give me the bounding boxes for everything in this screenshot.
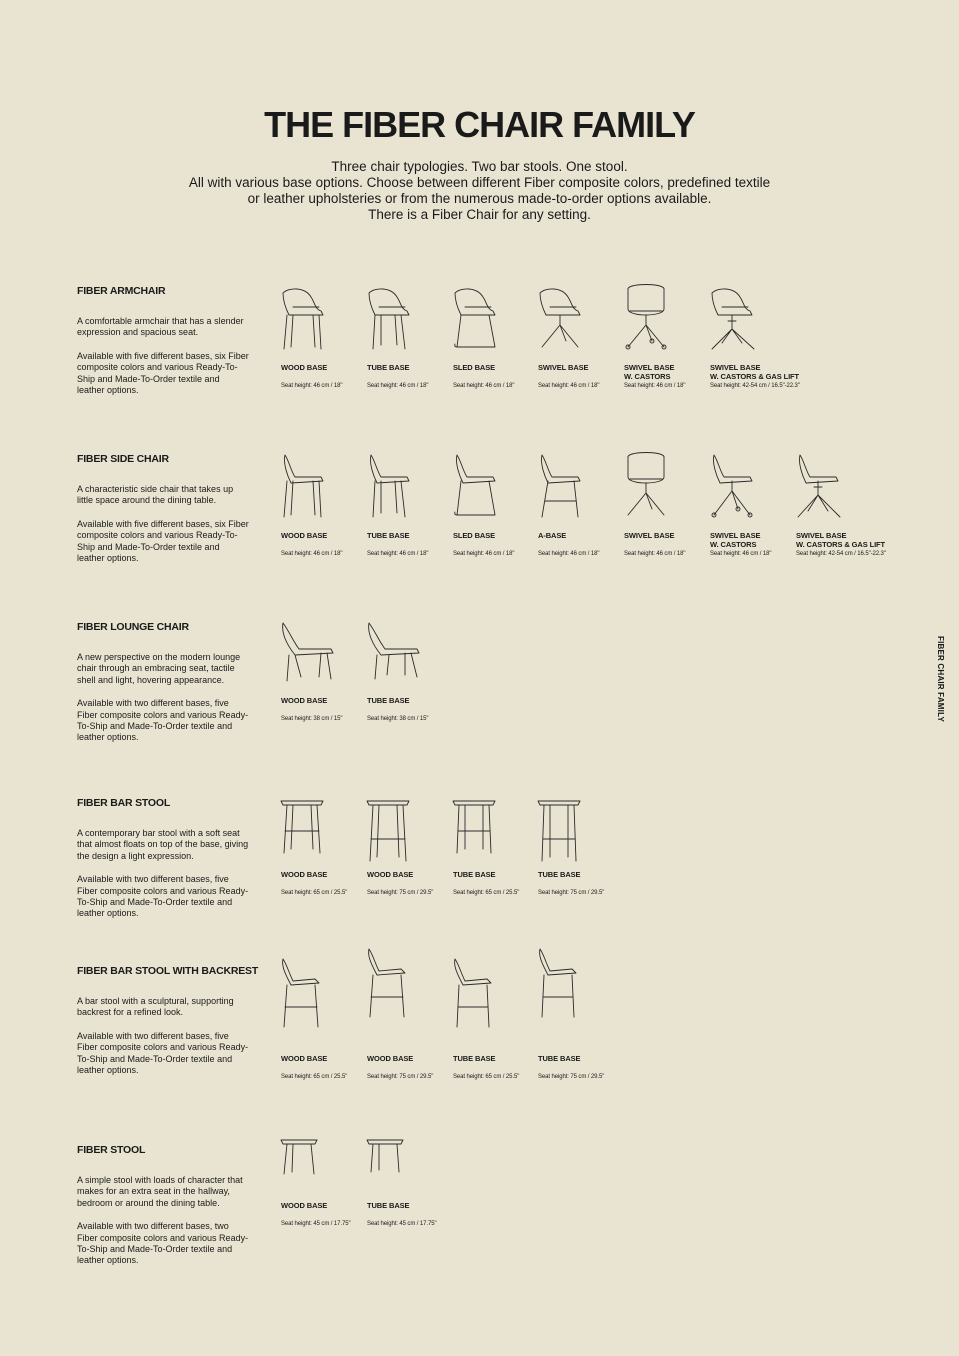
variant-seat-height: Seat height: 65 cm / 25.5" (281, 890, 348, 896)
section-fiber-bar-stool-with-backrest (77, 965, 937, 1115)
variant-seat-height: Seat height: 75 cm / 29.5" (538, 1074, 605, 1080)
section-availability: Available with two different bases, five Fiber composite colors and various Ready-To-Ship and Made-To-Order textile and leather options. (77, 874, 249, 919)
section-info (77, 1144, 249, 1279)
armchair-swivel-base-icon (536, 285, 596, 355)
variant-seat-height: Seat height: 46 cm / 18" (538, 551, 600, 557)
variant-seat-height: Seat height: 46 cm / 18" (281, 383, 343, 389)
bar-stool-wood-75-icon (365, 797, 425, 867)
variant-seat-height: Seat height: 45 cm / 17.75" (367, 1221, 437, 1227)
variant-label: TUBE BASE (538, 1054, 581, 1063)
variant-label: TUBE BASE (367, 1201, 410, 1210)
page-title: THE FIBER CHAIR FAMILY (264, 104, 695, 145)
side-chair-a-base-icon (536, 453, 596, 523)
variant-seat-height: Seat height: 46 cm / 18" (367, 383, 429, 389)
variant-label: WOOD BASE (281, 1054, 328, 1063)
stool-wood-base-icon (279, 1136, 339, 1206)
section-availability: Available with five different bases, six Fiber composite colors and various Ready-To-Ship and Made-To-Order textile and leather options. (77, 518, 249, 564)
variant-label: WOOD BASE (367, 1054, 414, 1063)
variant-seat-height: Seat height: 45 cm / 17.75" (281, 1221, 351, 1227)
stool-tube-base-icon (365, 1136, 425, 1206)
section-title: FIBER BAR STOOL WITH BACKREST (77, 965, 259, 977)
intro-text (0, 159, 959, 223)
variant-seat-height: Seat height: 65 cm / 25.5" (453, 1074, 520, 1080)
variant-seat-height: Seat height: 38 cm / 15" (367, 716, 429, 722)
section-title: FIBER LOUNGE CHAIR (77, 621, 189, 633)
variant-seat-height: Seat height: 65 cm / 25.5" (281, 1074, 348, 1080)
section-fiber-armchair (77, 285, 937, 435)
section-description: A new perspective on the modern lounge chair through an embracing seat, tactile shell and light, hovering appearance. (77, 652, 241, 685)
side-chair-sled-base-icon (451, 453, 511, 523)
section-title: FIBER BAR STOOL (77, 797, 171, 809)
section-title: FIBER ARMCHAIR (77, 285, 166, 297)
intro-line: or leather upholsteries or from the numerous made-to-order options available. (247, 191, 712, 206)
variant-label: TUBE BASE (453, 1054, 496, 1063)
bar-stool-tube-65-icon (451, 797, 511, 867)
variant-label: SWIVEL BASE W. CASTORS (710, 531, 761, 549)
section-info (77, 621, 249, 756)
section-title: FIBER SIDE CHAIR (77, 453, 169, 465)
armchair-swivel-gaslift-icon (708, 285, 768, 355)
variant-label: SLED BASE (453, 363, 496, 372)
section-availability: Available with two different bases, two Fiber composite colors and various Ready-To-Ship and Made-To-Order textile and leather options. (77, 1221, 249, 1266)
backrest-stool-tube-65-icon (451, 955, 511, 1025)
variant-label: WOOD BASE (281, 696, 328, 705)
variant-seat-height: Seat height: 75 cm / 29.5" (367, 1074, 434, 1080)
armchair-wood-base-icon (279, 285, 339, 355)
variant-seat-height: Seat height: 42-54 cm / 16.5"-22.3" (796, 551, 886, 557)
variant-seat-height: Seat height: 75 cm / 29.5" (538, 890, 605, 896)
bar-stool-tube-75-icon (536, 797, 596, 867)
variant-label: SLED BASE (453, 531, 496, 540)
variant-label: WOOD BASE (281, 363, 328, 372)
lounge-chair-wood-base-icon (279, 621, 339, 691)
variant-label: WOOD BASE (281, 531, 328, 540)
variant-label: A-BASE (538, 531, 567, 540)
section-availability: Available with five different bases, six Fiber composite colors and various Ready-To-Ship and Made-To-Order textile and leather options. (77, 350, 249, 396)
side-chair-tube-base-icon (365, 453, 425, 523)
variant-label: TUBE BASE (367, 696, 410, 705)
section-description: A bar stool with a sculptural, supporting backrest for a refined look. (77, 996, 234, 1018)
variant-seat-height: Seat height: 46 cm / 18" (281, 551, 343, 557)
variant-seat-height: Seat height: 46 cm / 18" (453, 383, 515, 389)
section-availability: Available with two different bases, five Fiber composite colors and various Ready-To-Ship and Made-To-Order textile and leather options. (77, 1030, 249, 1076)
section-info (77, 797, 249, 932)
backrest-stool-wood-75-icon (365, 955, 425, 1025)
variant-seat-height: Seat height: 42-54 cm / 16.5"-22.3" (710, 383, 800, 389)
variant-seat-height: Seat height: 38 cm / 15" (281, 716, 343, 722)
variant-seat-height: Seat height: 46 cm / 18" (367, 551, 429, 557)
variant-label: TUBE BASE (367, 363, 410, 372)
variant-label: WOOD BASE (281, 870, 328, 879)
section-title: FIBER STOOL (77, 1144, 146, 1156)
section-info (77, 285, 249, 408)
variant-seat-height: Seat height: 46 cm / 18" (624, 551, 686, 557)
section-fiber-lounge-chair (77, 621, 937, 771)
variant-seat-height: Seat height: 46 cm / 18" (453, 551, 515, 557)
section-description: A simple stool with loads of character that makes for an extra seat in the hallway, bedroom or around the dining table. (77, 1175, 243, 1208)
variant-seat-height: Seat height: 65 cm / 25.5" (453, 890, 520, 896)
variant-seat-height: Seat height: 75 cm / 29.5" (367, 890, 434, 896)
variant-label: SWIVEL BASE (538, 363, 589, 372)
variant-label: TUBE BASE (453, 870, 496, 879)
lounge-chair-tube-base-icon (365, 621, 425, 691)
section-availability: Available with two different bases, five Fiber composite colors and various Ready-To-Ship and Made-To-Order textile and leather options. (77, 698, 249, 743)
variant-label: SWIVEL BASE W. CASTORS (624, 363, 675, 381)
armchair-tube-base-icon (365, 285, 425, 355)
variant-label: SWIVEL BASE (624, 531, 675, 540)
section-fiber-stool (77, 1144, 937, 1294)
side-label: FIBER CHAIR FAMILY (936, 636, 945, 722)
variant-label: TUBE BASE (538, 870, 581, 879)
armchair-swivel-castors-icon (622, 285, 682, 355)
section-fiber-bar-stool (77, 797, 937, 947)
variant-label: SWIVEL BASE W. CASTORS & GAS LIFT (710, 363, 800, 381)
side-chair-swivel-base-icon (622, 453, 682, 523)
section-description: A comfortable armchair that has a slender expression and spacious seat. (77, 316, 244, 338)
side-chair-wood-base-icon (279, 453, 339, 523)
intro-line: There is a Fiber Chair for any setting. (368, 207, 591, 222)
variant-seat-height: Seat height: 46 cm / 18" (710, 551, 772, 557)
side-chair-swivel-gaslift-icon (794, 453, 854, 523)
backrest-stool-tube-75-icon (536, 955, 596, 1025)
variant-label: SWIVEL BASE W. CASTORS & GAS LIFT (796, 531, 886, 549)
variant-seat-height: Seat height: 46 cm / 18" (538, 383, 600, 389)
armchair-sled-base-icon (451, 285, 511, 355)
section-description: A contemporary bar stool with a soft seat that almost floats on top of the base, giving the design a light expression. (77, 828, 249, 861)
backrest-stool-wood-65-icon (279, 955, 339, 1025)
section-fiber-side-chair (77, 453, 937, 603)
variant-label: WOOD BASE (281, 1201, 328, 1210)
variant-label: TUBE BASE (367, 531, 410, 540)
variant-label: WOOD BASE (367, 870, 414, 879)
section-description: A characteristic side chair that takes up little space around the dining table. (77, 484, 234, 506)
side-chair-swivel-castors-icon (708, 453, 768, 523)
bar-stool-wood-65-icon (279, 797, 339, 867)
intro-line: All with various base options. Choose between different Fiber composite colors, predefined textile (188, 175, 771, 190)
section-info (77, 965, 259, 1088)
variant-seat-height: Seat height: 46 cm / 18" (624, 383, 686, 389)
intro-line: Three chair typologies. Two bar stools. One stool. (331, 159, 628, 174)
section-info (77, 453, 249, 576)
